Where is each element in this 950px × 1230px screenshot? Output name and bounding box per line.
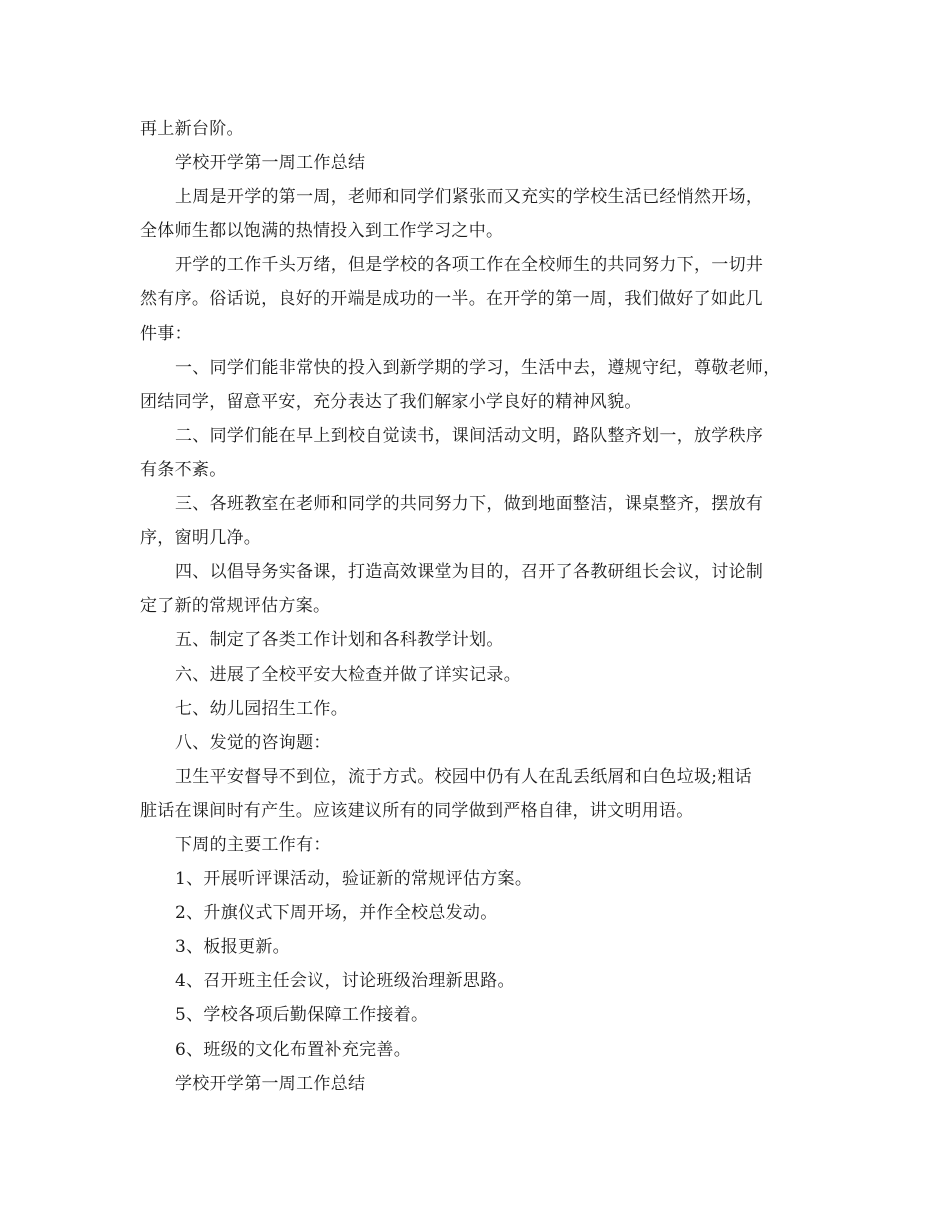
text-line: 然有序。俗话说，良好的开端是成功的一半。在开学的第一周，我们做好了如此几: [140, 289, 763, 310]
text-line: 二、同学们能在早上到校自觉读书，课间活动文明，路队整齐划一，放学秩序: [175, 425, 764, 446]
text-line: 开学的工作千头万绪，但是学校的各项工作在全校师生的共同努力下，一切井: [175, 255, 764, 276]
text-line: 件事：: [140, 323, 192, 344]
text-line: 再上新台阶。: [140, 119, 244, 139]
text-line: 定了新的常规评估方案。: [140, 596, 331, 617]
text-line: 八、发觉的咨询题：: [175, 732, 331, 753]
text-line: 3、板报更新。: [175, 937, 290, 958]
document-body: [140, 112, 820, 1101]
text-line: 上周是开学的第一周，老师和同学们紧张而又充实的学校生活已经悄然开场，: [175, 187, 764, 208]
text-line: 脏话在课间时有产生。应该建议所有的同学做到严格自律，讲文明用语。: [140, 800, 694, 821]
text-line: 三、各班教室在老师和同学的共同努力下，做到地面整洁，课桌整齐，摆放有: [175, 494, 764, 515]
text-line: 学校开学第一周工作总结: [175, 1073, 366, 1094]
text-line: 学校开学第一周工作总结: [175, 153, 366, 174]
text-line: 六、进展了全校平安大检查并做了详实记录。: [175, 664, 521, 685]
text-line: 序，窗明几净。: [140, 528, 262, 549]
text-line: 5、学校各项后勤保障工作接着。: [175, 1005, 429, 1026]
text-line: 团结同学，留意平安，充分表达了我们解家小学良好的精神风貌。: [140, 391, 642, 412]
text-line: 卫生平安督导不到位，流于方式。校园中仍有人在乱丢纸屑和白色垃圾;粗话: [175, 766, 752, 787]
text-line: 有条不紊。: [140, 459, 227, 480]
text-line: 1、开展听评课活动，验证新的常规评估方案。: [175, 869, 533, 890]
text-line: 七、幼儿园招生工作。: [175, 698, 348, 719]
text-line: 2、升旗仪式下周开场，并作全校总发动。: [175, 903, 498, 924]
text-line: 下周的主要工作有：: [175, 834, 331, 855]
text-line: 五、制定了各类工作计划和各科教学计划。: [175, 630, 504, 651]
text-line: 4、召开班主任会议，讨论班级治理新思路。: [175, 971, 515, 992]
text-line: 6、班级的文化布置补充完善。: [175, 1039, 412, 1060]
text-line: 四、以倡导务实备课，打造高效课堂为目的，召开了各教研组长会议，讨论制: [175, 562, 764, 583]
text-line: 一、同学们能非常快的投入到新学期的学习，生活中去，遵规守纪，尊敬老师，: [175, 357, 781, 378]
text-line: 全体师生都以饱满的热情投入到工作学习之中。: [140, 221, 504, 242]
